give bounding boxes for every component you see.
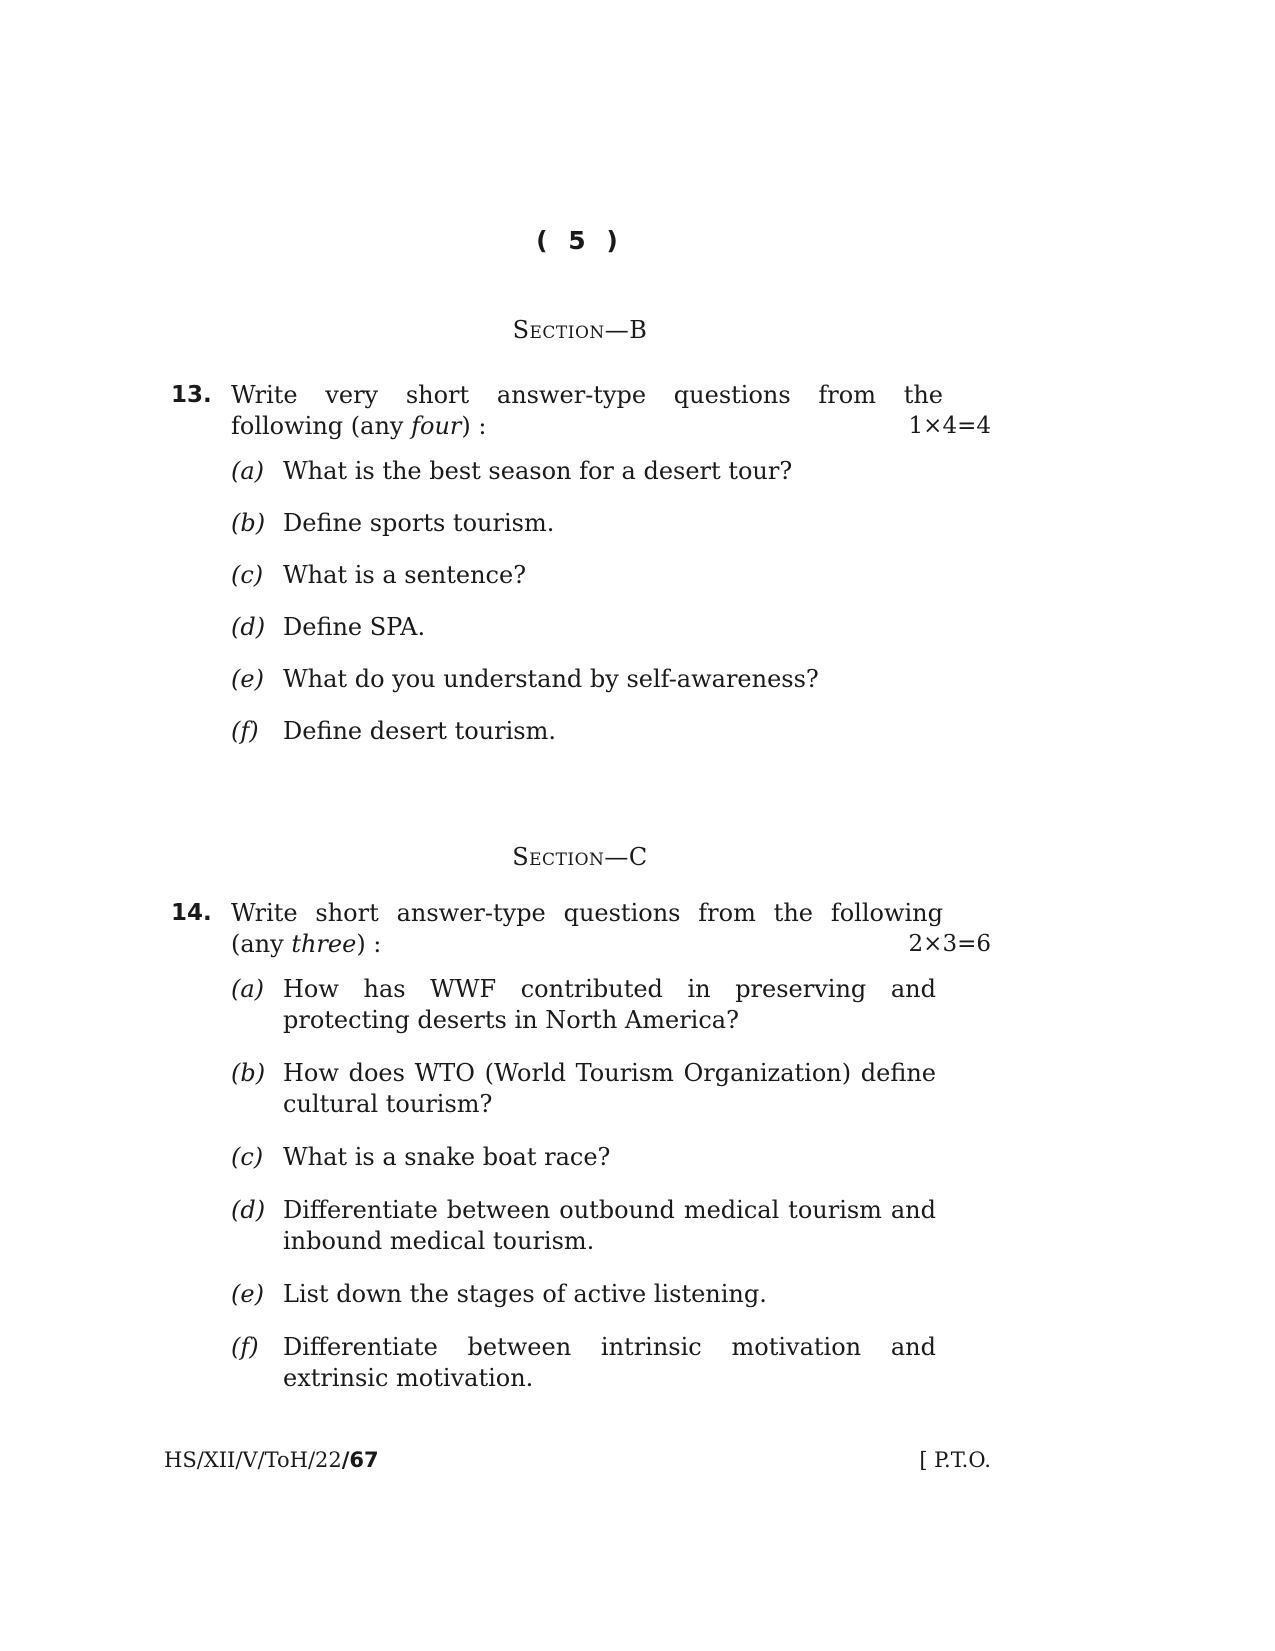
question-instruction [231, 929, 381, 960]
marks: 2×3=6 [908, 931, 991, 957]
instruction-emphasis: three [291, 930, 357, 958]
paper-code [164, 1448, 379, 1472]
instruction-prefix: following (any [231, 412, 412, 440]
instruction-prefix: (any [231, 930, 292, 958]
item-label: (d) [231, 613, 266, 641]
please-turn-over: [ P.T.O. [919, 1448, 991, 1472]
item-label: (c) [231, 561, 264, 589]
item-label: (a) [231, 457, 265, 485]
item-label: (a) [231, 975, 265, 1003]
item-label: (e) [231, 665, 264, 693]
item-text: What is a sentence? [283, 561, 527, 589]
item-text: How has WWF contributed in preserving and protecting deserts in North America? [283, 975, 936, 1034]
item-label: (c) [231, 1143, 264, 1171]
item-label: (f) [231, 1333, 259, 1361]
item-text: List down the stages of active listening. [283, 1280, 767, 1308]
item-text: What is a snake boat race? [283, 1143, 611, 1171]
item-text: What is the best season for a desert tour? [283, 457, 793, 485]
question-text [231, 380, 991, 442]
paper-code-suffix: /67 [341, 1448, 379, 1472]
item-text: What do you understand by self-awareness? [283, 665, 819, 693]
item-text: Define SPA. [283, 613, 426, 641]
question-line-2 [231, 411, 991, 442]
item-text: Differentiate between outbound medical tourism and inbound medical tourism. [283, 1196, 936, 1255]
item-label: (f) [231, 717, 259, 745]
question-line-1: Write very short answer-type questions from the [231, 381, 943, 409]
question-number: 14. [171, 900, 212, 926]
section-b-heading: Section—B [512, 316, 648, 344]
item-text: How does WTO (World Tourism Organization) define cultural tourism? [283, 1059, 936, 1118]
item-text: Define sports tourism. [283, 509, 555, 537]
section-c-heading: Section—C [512, 843, 648, 871]
item-text: Define desert tourism. [283, 717, 556, 745]
question-line-1: Write short answer-type questions from the following [231, 899, 943, 927]
question-number: 13. [171, 382, 212, 408]
marks: 1×4=4 [908, 413, 991, 439]
item-label: (b) [231, 509, 266, 537]
item-label: (b) [231, 1059, 266, 1087]
item-label: (d) [231, 1196, 266, 1224]
question-line-2 [231, 929, 991, 960]
instruction-emphasis: four [411, 412, 462, 440]
question-instruction [231, 411, 486, 442]
paper-code-prefix: HS/XII/V/ToH/22 [164, 1448, 342, 1472]
question-text [231, 898, 991, 960]
item-text: Differentiate between intrinsic motivation and extrinsic motivation. [283, 1333, 936, 1392]
item-label: (e) [231, 1280, 264, 1308]
instruction-suffix: ) : [461, 412, 487, 440]
instruction-suffix: ) : [356, 930, 382, 958]
page-number: ( 5 ) [536, 226, 624, 255]
